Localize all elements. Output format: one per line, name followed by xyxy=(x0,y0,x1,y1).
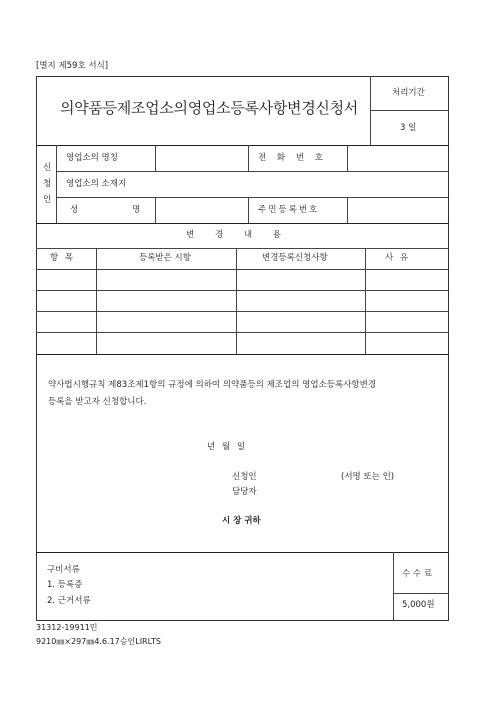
name-label-left: 성 xyxy=(70,205,79,215)
applicant-label-char: 청 xyxy=(43,179,52,189)
divider xyxy=(36,223,449,224)
table-row xyxy=(36,269,449,270)
name-label-right: 명 xyxy=(132,205,141,215)
divider xyxy=(56,145,57,223)
divider xyxy=(370,110,449,111)
divider xyxy=(36,145,449,146)
divider xyxy=(36,354,449,355)
col-header-requested: 변경등록신청사항 xyxy=(262,253,328,263)
paper-spec: 9210㎜×297㎜4.6.17승인LIRLTS xyxy=(36,637,161,646)
table-row xyxy=(36,290,449,291)
rrn-label: 주민등록번호 xyxy=(258,205,320,215)
divider xyxy=(347,197,348,223)
form-number-tag: [별지 제59호 서식] xyxy=(36,61,109,71)
statement-line-2: 등록을 받고자 신청합니다. xyxy=(48,397,147,407)
divider xyxy=(248,197,249,223)
statement-line-1: 약사법시행규칙 제83조제1항의 규정에 의하여 의약품등의 제조업의 영업소등록사항변경 xyxy=(48,380,377,390)
phone-label: 전 화 번 호 xyxy=(258,153,327,163)
document-item: 2. 근거서류 xyxy=(47,596,91,606)
divider xyxy=(36,248,449,249)
col-header-item: 항 목 xyxy=(50,253,76,263)
divider xyxy=(365,248,366,354)
applicant-sign-label: 신청인 xyxy=(232,472,257,482)
divider xyxy=(96,248,97,354)
divider xyxy=(155,145,156,171)
processing-period-value: 3 일 xyxy=(400,123,417,133)
documents-title: 구비서류 xyxy=(47,565,80,575)
form-title: 의약품등제조업소의영업소등록사항변경신청서 xyxy=(60,99,358,117)
col-header-registered: 등록받은 시항 xyxy=(139,253,191,263)
fee-value: 5,000원 xyxy=(402,600,435,610)
divider xyxy=(347,145,348,171)
changes-section-label: 변 경 내 용 xyxy=(186,230,290,240)
divider xyxy=(248,145,249,171)
divider xyxy=(393,593,449,594)
divider xyxy=(155,197,156,223)
divider xyxy=(56,197,449,198)
addressee: 시 장 귀하 xyxy=(222,516,261,526)
table-row xyxy=(36,332,449,333)
col-header-reason: 사 유 xyxy=(385,253,411,263)
divider xyxy=(36,552,449,553)
manager-label: 담당자 xyxy=(232,487,257,497)
office-address-label: 영업소의 소재지 xyxy=(66,179,127,189)
form-code: 31312-19911민 xyxy=(36,623,98,632)
applicant-label-char: 신 xyxy=(43,163,52,173)
office-name-label: 영업소의 명칭 xyxy=(66,153,118,163)
processing-period-label: 처리기간 xyxy=(392,88,425,98)
divider xyxy=(236,248,237,354)
divider xyxy=(56,171,449,172)
application-date: 년 월 일 xyxy=(207,442,248,452)
fee-label: 수 수 료 xyxy=(402,569,433,579)
table-row xyxy=(36,311,449,312)
applicant-label-char: 인 xyxy=(43,195,52,205)
document-item: 1. 등록증 xyxy=(47,580,83,590)
divider xyxy=(393,552,394,621)
signature-note: (서명 또는 인) xyxy=(341,472,395,482)
